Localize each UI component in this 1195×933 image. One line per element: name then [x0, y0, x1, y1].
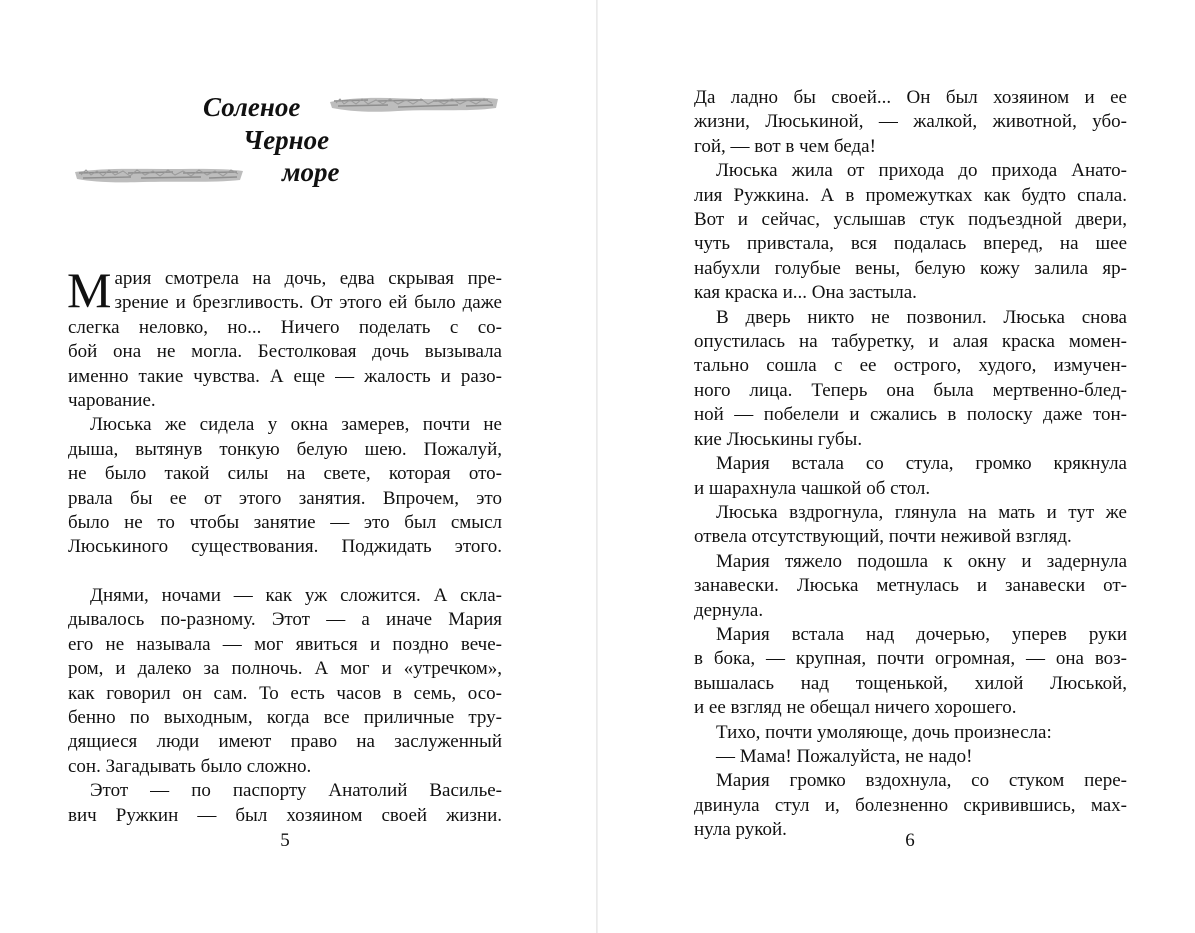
- text-line: Мария встала со стула, громко крякнула: [716, 453, 1127, 475]
- title-line-2: Черное: [243, 125, 330, 155]
- text-line: зрение и брезгливость. От этого ей было даже: [114, 292, 502, 314]
- text-line: ром, и далеко за полночь. А мог и «утречком»,: [68, 658, 502, 680]
- text-line: и ее взгляд не обещал ничего хорошего.: [694, 697, 1017, 719]
- paragraph: [694, 623, 1127, 721]
- page-number: 6: [905, 830, 915, 851]
- text-line: лия Ружкина. А в промежутках как будто спала.: [694, 184, 1127, 206]
- text-line: кие Люськины губы.: [694, 428, 863, 450]
- text-line: вич Ружкин — был хозяином своей жизни.: [68, 804, 502, 826]
- text-line: Мария встала над дочерью, уперев руки: [716, 623, 1127, 645]
- text-line: Люськиного существования. Поджидать этого.: [68, 536, 502, 558]
- text-line: Мария громко вздохнула, со стуком пере-: [716, 770, 1127, 792]
- paragraph: [68, 584, 502, 779]
- left-page-text: [67, 262, 502, 828]
- text-line: в бока, — крупная, почти огромная, — она воз-: [694, 648, 1127, 670]
- text-line: опустилась на табуретку, и алая краска момен-: [694, 331, 1127, 353]
- text-line: ария смотрела на дочь, едва скрывая пре-: [114, 268, 502, 289]
- text-line: Вот и сейчас, услышав стук подъездной двери,: [694, 209, 1127, 231]
- text-line: Днями, ночами — как уж сложится. А скла-: [90, 584, 502, 606]
- title-line-3: море: [282, 157, 340, 187]
- text-line: бенно по выходным, когда все приличные тру-: [68, 706, 502, 728]
- text-line: тально сошла с ее острого, худого, измучен-: [694, 355, 1127, 377]
- text-line: — Мама! Пожалуйста, не надо!: [716, 745, 973, 767]
- paragraph: [68, 413, 502, 559]
- text-line: Мария тяжело подошла к окну и задернула: [716, 550, 1127, 572]
- left-page: [0, 0, 596, 933]
- text-line: Люська вздрогнула, глянула на мать и тут же: [716, 501, 1127, 523]
- text-line: дывалось по-разному. Этот — а иначе Мария: [68, 609, 502, 631]
- text-line: и шарахнула чашкой об стол.: [694, 477, 931, 499]
- paragraph: [694, 745, 1127, 769]
- title-line-1: Соленое: [203, 92, 301, 122]
- paragraph: [67, 262, 502, 413]
- text-line: Тихо, почти умоляюще, дочь произнесла:: [716, 721, 1052, 743]
- text-line: Люська жила от прихода до прихода Анато-: [716, 160, 1127, 182]
- paragraph: [694, 86, 1127, 159]
- text-line: занавески. Люська метнулась и занавески от-: [694, 575, 1127, 597]
- text-line: рвала бы ее от этого занятия. Впрочем, это: [68, 487, 502, 509]
- drop-cap: М: [67, 262, 112, 318]
- text-line: жизни, Люськиной, — жалкой, животной, убо-: [694, 111, 1127, 133]
- text-line: чарование.: [68, 390, 156, 412]
- paragraph: [694, 306, 1127, 452]
- text-line: дыша, вытянув тонкую белую шею. Пожалуй,: [68, 438, 502, 460]
- text-line: дящиеся люди имеют право на заслуженный: [68, 731, 502, 753]
- text-line: сон. Загадывать было сложно.: [68, 755, 312, 777]
- paragraph: [694, 721, 1127, 745]
- right-page: [598, 0, 1195, 933]
- paragraph: [694, 452, 1127, 501]
- text-line: набухли голубые вены, белую кожу залила яр-: [694, 257, 1127, 279]
- text-line: чуть привстала, вся подалась вперед, на шее: [694, 233, 1127, 255]
- paragraph: [68, 779, 502, 828]
- text-line: Да ладно бы своей... Он был хозяином и ее: [694, 87, 1127, 108]
- text-line: Люська же сидела у окна замерев, почти не: [90, 414, 502, 436]
- brush-stroke-ornament: [328, 93, 500, 115]
- text-line: не было такой силы на свете, которая ото-: [68, 463, 502, 485]
- text-line: вышалась над тощенькой, хилой Люськой,: [694, 672, 1127, 694]
- paragraph: [694, 550, 1127, 623]
- text-line: отвела отсутствующий, почти неживой взгляд.: [694, 526, 1072, 548]
- brush-stroke-ornament: [73, 164, 245, 186]
- text-line: Этот — по паспорту Анатолий Василье-: [90, 780, 502, 802]
- text-line: его не называла — мог явиться и поздно вече-: [68, 633, 502, 655]
- text-line: как говорил он сам. То есть часов в семь, осо-: [68, 682, 502, 704]
- text-line: слегка неловко, но... Ничего поделать с со-: [68, 316, 502, 338]
- text-line: В дверь никто не позвонил. Люська снова: [716, 306, 1127, 328]
- text-line: ной — побелели и сжались в полоску даже тон-: [694, 404, 1127, 426]
- text-line: кая краска и... Она застыла.: [694, 282, 917, 304]
- text-line: двинула стул и, болезненно скривившись, мах-: [694, 794, 1127, 816]
- text-line: было не то чтобы занятие — это был смысл: [68, 512, 502, 534]
- text-line: дернула.: [694, 599, 764, 621]
- text-line: гой, — вот в чем беда!: [694, 135, 876, 157]
- text-line: ного лица. Теперь она была мертвенно-блед-: [694, 379, 1127, 401]
- text-line: нула рукой.: [694, 819, 787, 841]
- text-line: бой она не могла. Бестолковая дочь вызывала: [68, 341, 502, 363]
- section-break: [68, 560, 502, 584]
- page-number: 5: [280, 830, 290, 851]
- paragraph: [694, 159, 1127, 305]
- paragraph: [694, 501, 1127, 550]
- right-page-text: [694, 86, 1127, 843]
- text-line: именно такие чувства. А еще — жалость и разо-: [68, 365, 502, 387]
